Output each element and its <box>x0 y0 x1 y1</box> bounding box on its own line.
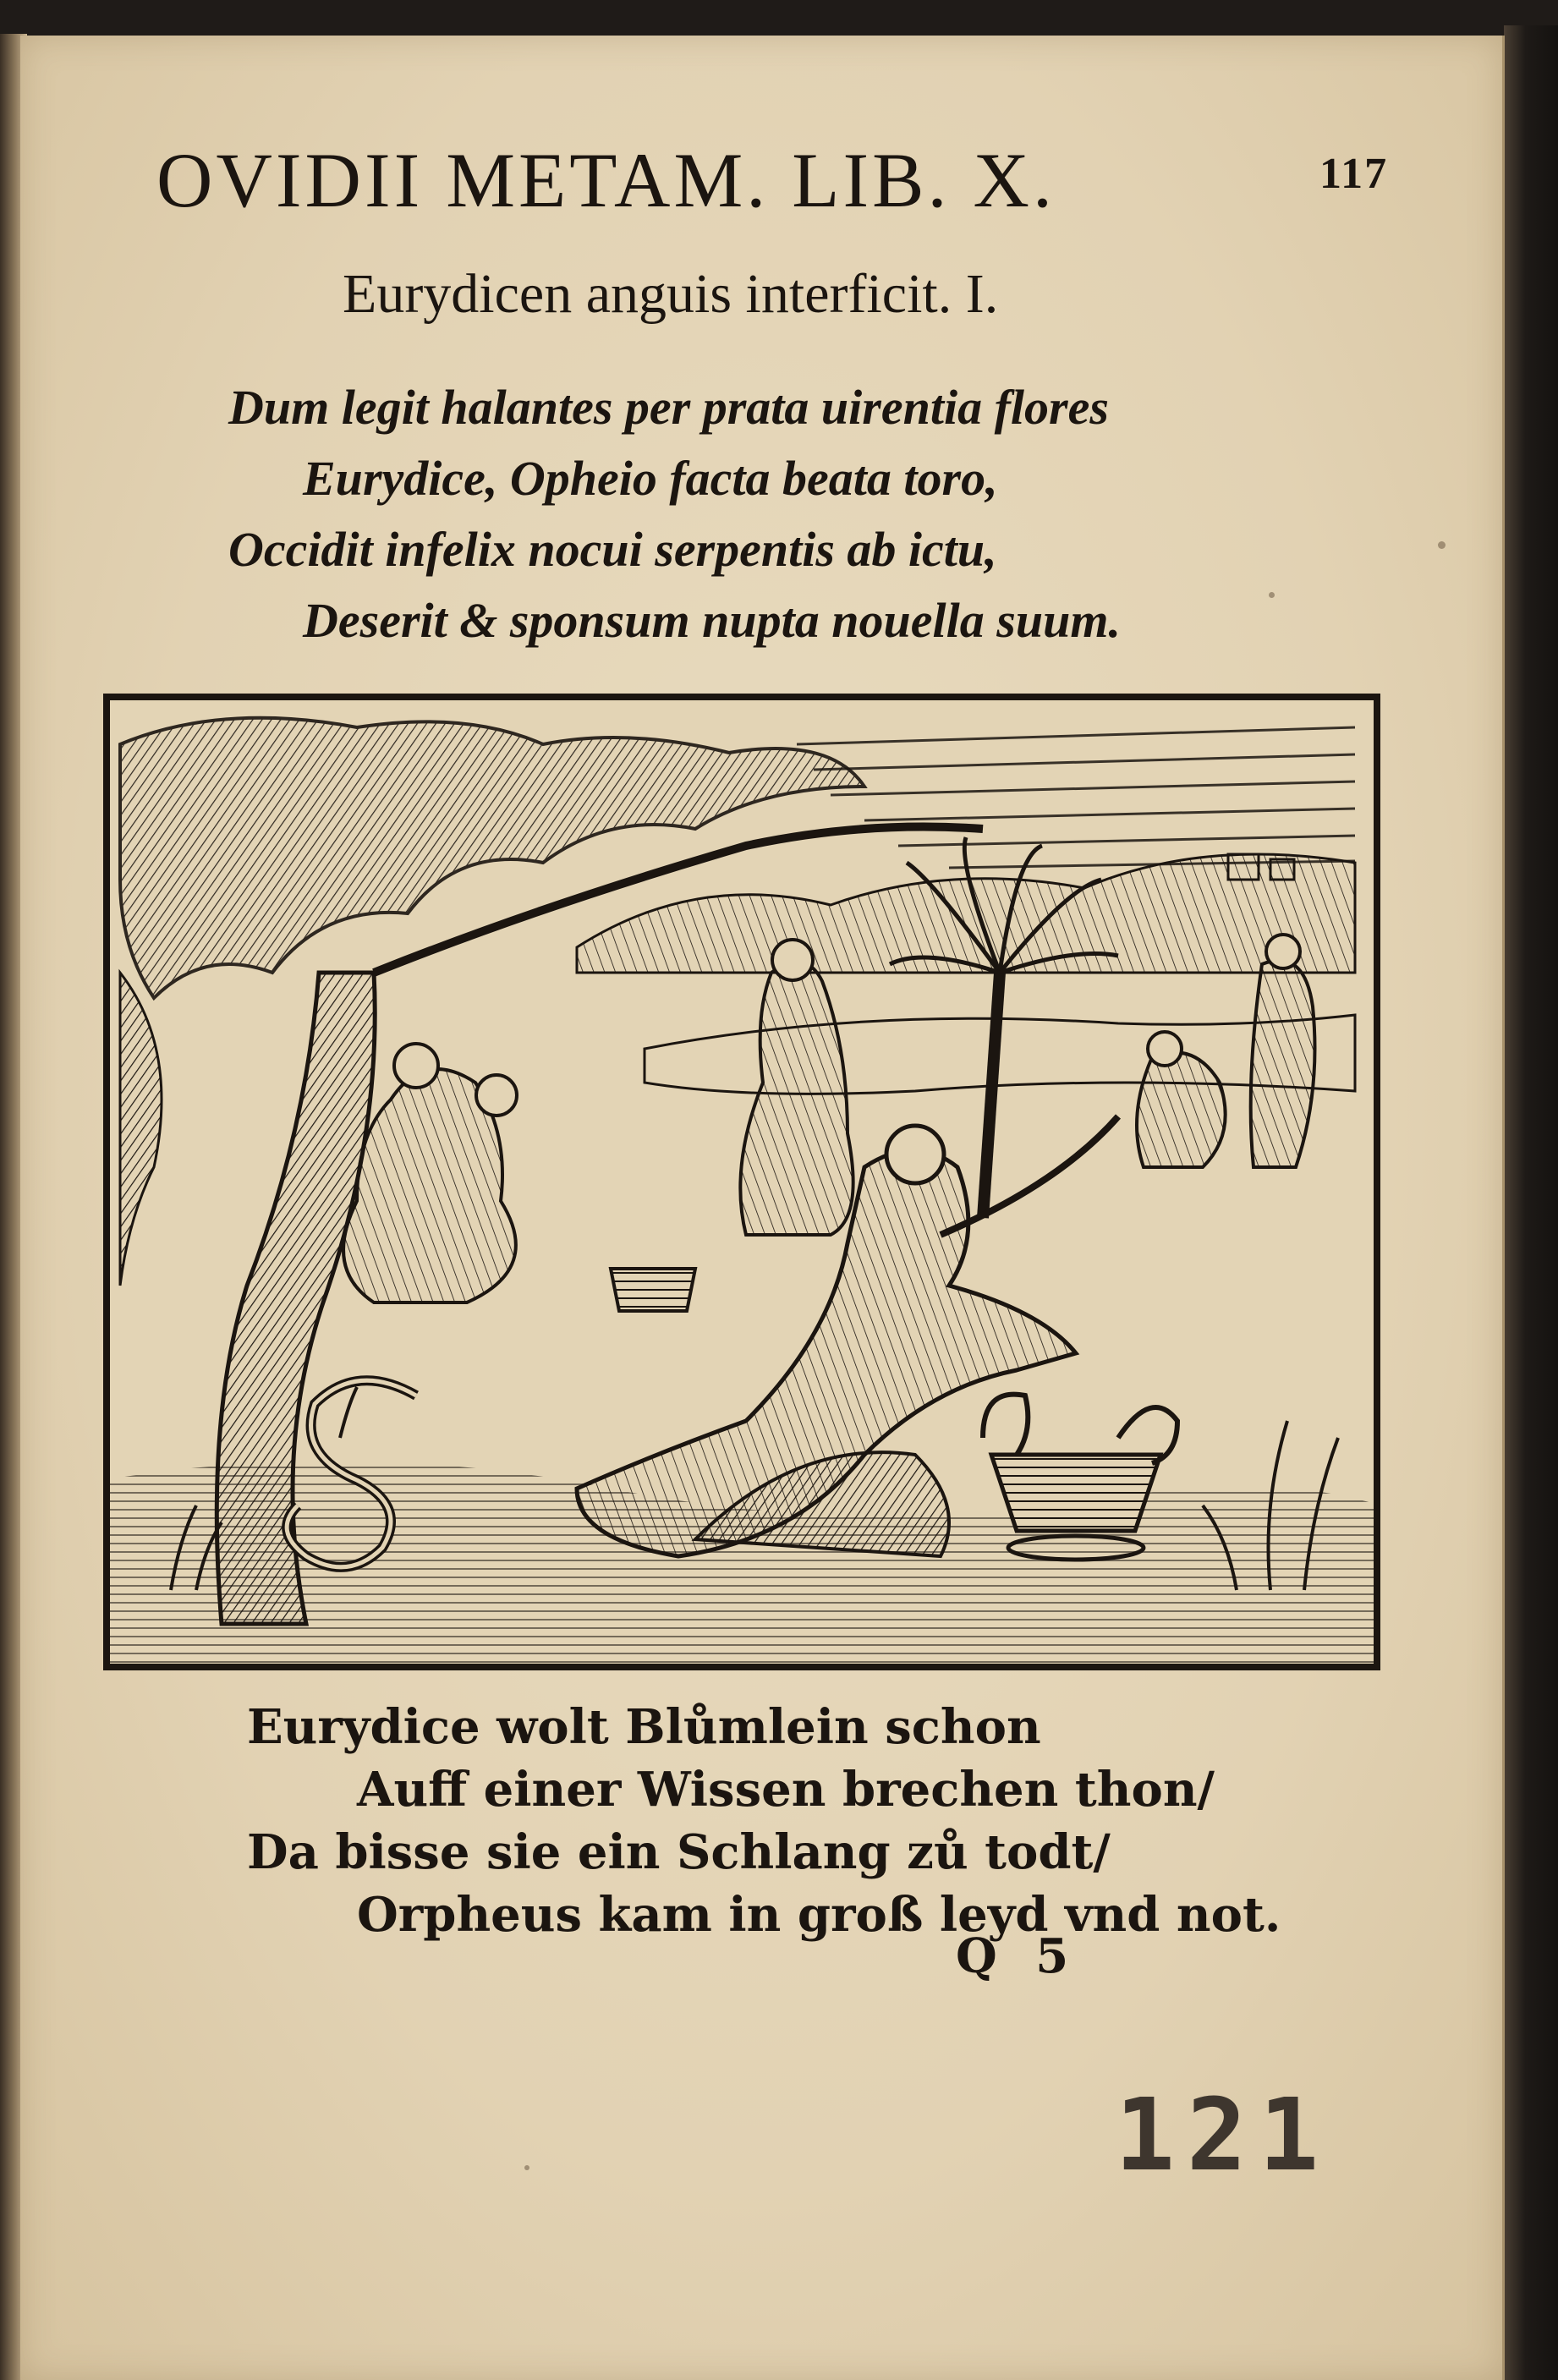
folio-number: 117 <box>1319 150 1389 198</box>
latin-verse-line: Deserit & sponsum nupta nouella suum. <box>303 593 1121 648</box>
german-verse-line: Eurydice wolt Blůmlein schon <box>247 1699 1041 1755</box>
paper-speck <box>524 2165 529 2170</box>
latin-verse-line: Occidit infelix nocui serpentis ab ictu, <box>228 522 997 577</box>
running-head: OVIDII METAM. LIB. X. <box>156 137 1056 223</box>
emblem-title: Eurydicen anguis interficit. I. <box>343 263 999 325</box>
book-edge <box>1504 25 1558 2380</box>
latin-verse-line: Eurydice, Opheio facta beata toro, <box>303 451 998 506</box>
paper-speck <box>1269 592 1275 598</box>
library-stamp: 121 <box>1115 2076 1331 2193</box>
woodcut-illustration-icon <box>103 694 1380 1670</box>
signature-mark: Q 5 <box>956 1928 1069 1984</box>
paper-speck <box>1438 541 1446 549</box>
latin-verse <box>228 372 1121 656</box>
german-verse <box>247 1696 1281 1946</box>
german-verse-line: Orpheus kam in groß leyd vnd not. <box>357 1887 1281 1943</box>
german-verse-line: Auff einer Wissen brechen thon/ <box>357 1762 1215 1818</box>
latin-verse-line: Dum legit halantes per prata uirentia flores <box>228 380 1109 435</box>
german-verse-line: Da bisse sie ein Schlang zů todt/ <box>247 1824 1111 1880</box>
